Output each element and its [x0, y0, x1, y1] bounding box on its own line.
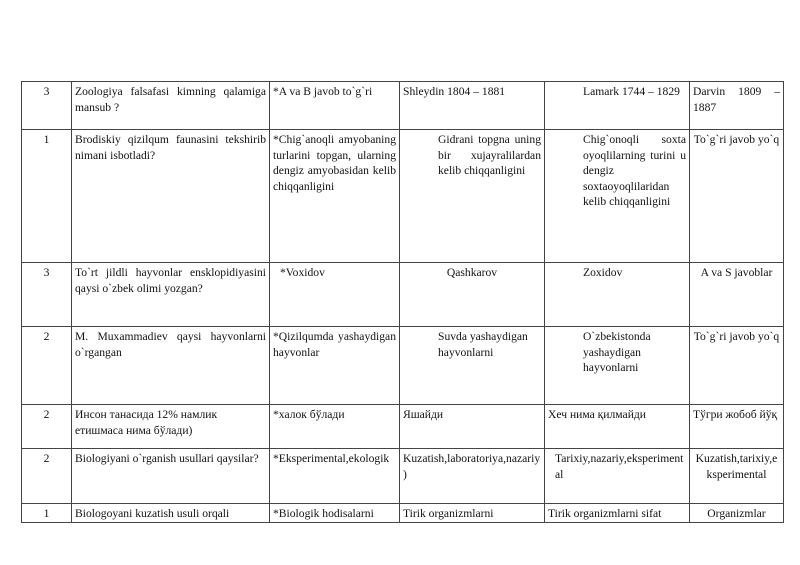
difficulty-level-cell: 1 [22, 504, 72, 523]
option-b-cell: Gidrani topgna uning bir xujayralilardan kelib chiqqanligini [400, 130, 545, 263]
option-d-cell: Darvin 1809 – 1887 [690, 82, 784, 130]
option-b-cell: Shleydin 1804 – 1881 [400, 82, 545, 130]
option-a-cell: *A va B javob to`g`ri [270, 82, 400, 130]
difficulty-level-cell: 2 [22, 405, 72, 449]
option-d-cell: To`g`ri javob yo`q [690, 130, 784, 263]
difficulty-level-cell: 1 [22, 130, 72, 263]
table-row [22, 82, 784, 130]
difficulty-level-cell: 2 [22, 327, 72, 405]
option-d-cell: A va S javoblar [690, 263, 784, 327]
option-d-cell: Organizmlar [690, 504, 784, 523]
option-b-cell: Kuzatish,laboratoriya,nazariy) [400, 449, 545, 504]
option-b-cell: Suvda yashaydigan hayvonlarni [400, 327, 545, 405]
option-a-cell: *Qizilqumda yashaydigan hayvonlar [270, 327, 400, 405]
table-row [22, 130, 784, 263]
difficulty-level-cell: 2 [22, 449, 72, 504]
option-b-cell: Qashkarov [400, 263, 545, 327]
option-b-cell: Tirik organizmlarni [400, 504, 545, 523]
option-d-cell: Kuzatish,tarixiy,eksperimental [690, 449, 784, 504]
question-cell: M. Muxammadiev qaysi hayvonlarni o`rgangan [72, 327, 270, 405]
question-cell: Инсон танасида 12% намлик етишмаса нима бўлади) [72, 405, 270, 449]
option-c-cell: Tirik organizmlarni sifat [545, 504, 690, 523]
option-c-cell: Tarixiy,nazariy,eksperimental [545, 449, 690, 504]
option-c-cell: Zoxidov [545, 263, 690, 327]
option-c-cell: Lamark 1744 – 1829 [545, 82, 690, 130]
difficulty-level-cell: 3 [22, 263, 72, 327]
option-c-cell: Хеч нима қилмайди [545, 405, 690, 449]
option-a-cell: *Biologik hodisalarni [270, 504, 400, 523]
question-cell: To`rt jildli hayvonlar ensklopidiyasini qaysi o`zbek olimi yozgan? [72, 263, 270, 327]
table-row [22, 327, 784, 405]
difficulty-level-cell: 3 [22, 82, 72, 130]
option-d-cell: To`g`ri javob yo`q [690, 327, 784, 405]
option-a-cell: *Eksperimental,ekologik [270, 449, 400, 504]
question-cell: Biologoyani kuzatish usuli orqali [72, 504, 270, 523]
option-b-cell: Яшайди [400, 405, 545, 449]
question-cell: Biologiyani o`rganish usullari qaysilar? [72, 449, 270, 504]
table-row [22, 504, 784, 523]
option-c-cell: O`zbekistonda yashaydigan hayvonlarni [545, 327, 690, 405]
question-cell: Brodiskiy qizilqum faunasini tekshirib nimani isbotladi? [72, 130, 270, 263]
table-row [22, 449, 784, 504]
option-d-cell: Тўгри жобоб йўқ [690, 405, 784, 449]
table-row [22, 263, 784, 327]
table-row [22, 405, 784, 449]
quiz-table [21, 81, 784, 523]
option-a-cell: *Chig`anoqli amyobaning turlarini topgan, ularning dengiz amyobasidan kelib chiqqanligini [270, 130, 400, 263]
option-c-cell: Chig`onoqli soxta oyoqlilarning turini u dengiz soxtaoyoqlilaridan kelib chiqqanligini [545, 130, 690, 263]
question-cell: Zoologiya falsafasi kimning qalamiga mansub ? [72, 82, 270, 130]
option-a-cell: *Voxidov [270, 263, 400, 327]
option-a-cell: *халок бўлади [270, 405, 400, 449]
